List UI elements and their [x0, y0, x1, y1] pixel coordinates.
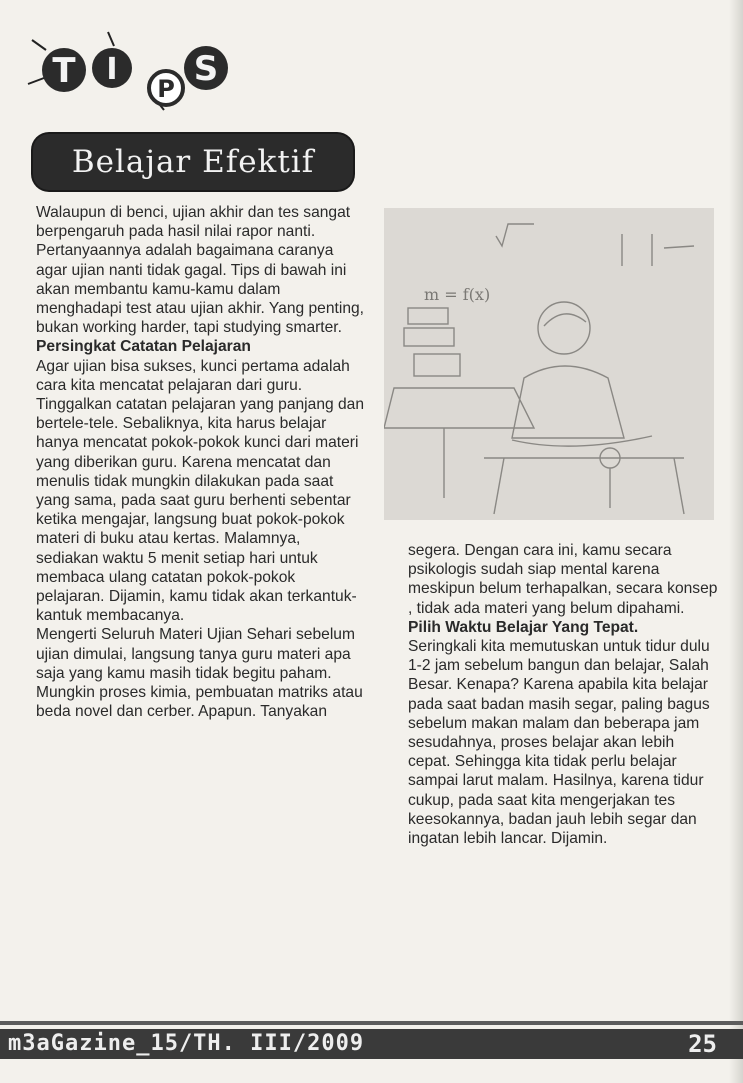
body-paragraph: Seringkali kita memutuskan untuk tidur dulu 1-2 jam sebelum bangun dan belajar, Salah Besar. Kenapa? Karena apabila kita belajar pada saat badan masih segar, paling bagus sebelum makan malam dan beberapa jam sesudahnya, proses belajar akan lebih cepat. Sehingga kita tidak perlu belajar sampai larut malam. Hasilnya, karena tidur cukup, pada saat kita mengerjakan tes keesokannya, badan jauh lebih segar dan ingatan lebih lancar. Dijamin. — [408, 638, 710, 848]
logo-letter-p — [149, 71, 183, 105]
body-paragraph: segera. Dengan cara ini, kamu secara psikologis sudah siap mental karena meskipun belum terhapalkan, secara konsep , tidak ada materi yang belum dipahami. — [408, 542, 718, 617]
logo-letter-i — [92, 48, 132, 88]
logo-letter-s — [184, 46, 228, 90]
body-paragraph: Walaupun di benci, ujian akhir dan tes sangat berpengaruh pada hasil nilai rapor nanti. Pertanyaannya adalah bagaimana caranya agar ujian nanti tidak gagal. Tips di bawah ini akan membantu kamu-kamu dalam menghadapi test atau ujian akhir. Yang penting, bukan working harder, tapi studying smarter. — [36, 204, 365, 337]
sketch-illustration — [384, 208, 714, 520]
magazine-issue-label: m3aGazine_15/TH. III/2009 — [8, 1031, 365, 1056]
text-column-right — [408, 541, 718, 848]
text-column-left — [36, 203, 366, 721]
section-heading: Persingkat Catatan Pelajaran — [36, 338, 251, 356]
svg-text:T: T — [52, 51, 76, 91]
article-title: Belajar Efektif — [71, 144, 315, 180]
page-edge-shadow — [729, 0, 743, 1083]
footer-stripe — [0, 1021, 743, 1025]
article-illustration — [384, 208, 714, 520]
section-heading: Pilih Waktu Belajar Yang Tepat. — [408, 618, 639, 636]
tips-logo — [24, 22, 234, 114]
svg-text:P: P — [157, 75, 175, 103]
page-number: 25 — [688, 1030, 717, 1058]
svg-text:S: S — [193, 49, 219, 89]
body-paragraph: Mengerti Seluruh Materi Ujian Sehari sebelum ujian dimulai, langsung tanya guru materi apa saja yang kamu masih tidak begitu paham. Mungkin proses kimia, pembuatan matriks atau beda novel dan cerber. Apapun. Tanyakan — [36, 626, 363, 721]
article-title-banner — [33, 134, 353, 190]
svg-text:m = f(x): m = f(x) — [424, 285, 491, 304]
body-paragraph: Agar ujian bisa sukses, kunci pertama adalah cara kita mencatat pelajaran dari guru. Tinggalkan catatan pelajaran yang panjang dan bertele-tele. Sebaliknya, kita harus belajar hanya mencatat pokok-pokok kunci dari materi yang diberikan guru. Karena mencatat dan menulis tidak mungkin dilakukan pada saat yang sama, pada saat guru berhenti sebentar ketika mengajar, langsung buat pokok-pokok materi di buku atau kertas. Malamnya, sediakan waktu 5 menit setiap hari untuk membaca ulang catatan pokok-pokok pelajaran. Dijamin, kamu tidak akan terkantuk-kantuk membacanya. — [36, 357, 365, 625]
svg-text:I: I — [106, 52, 118, 87]
logo-letter-t — [42, 48, 86, 92]
